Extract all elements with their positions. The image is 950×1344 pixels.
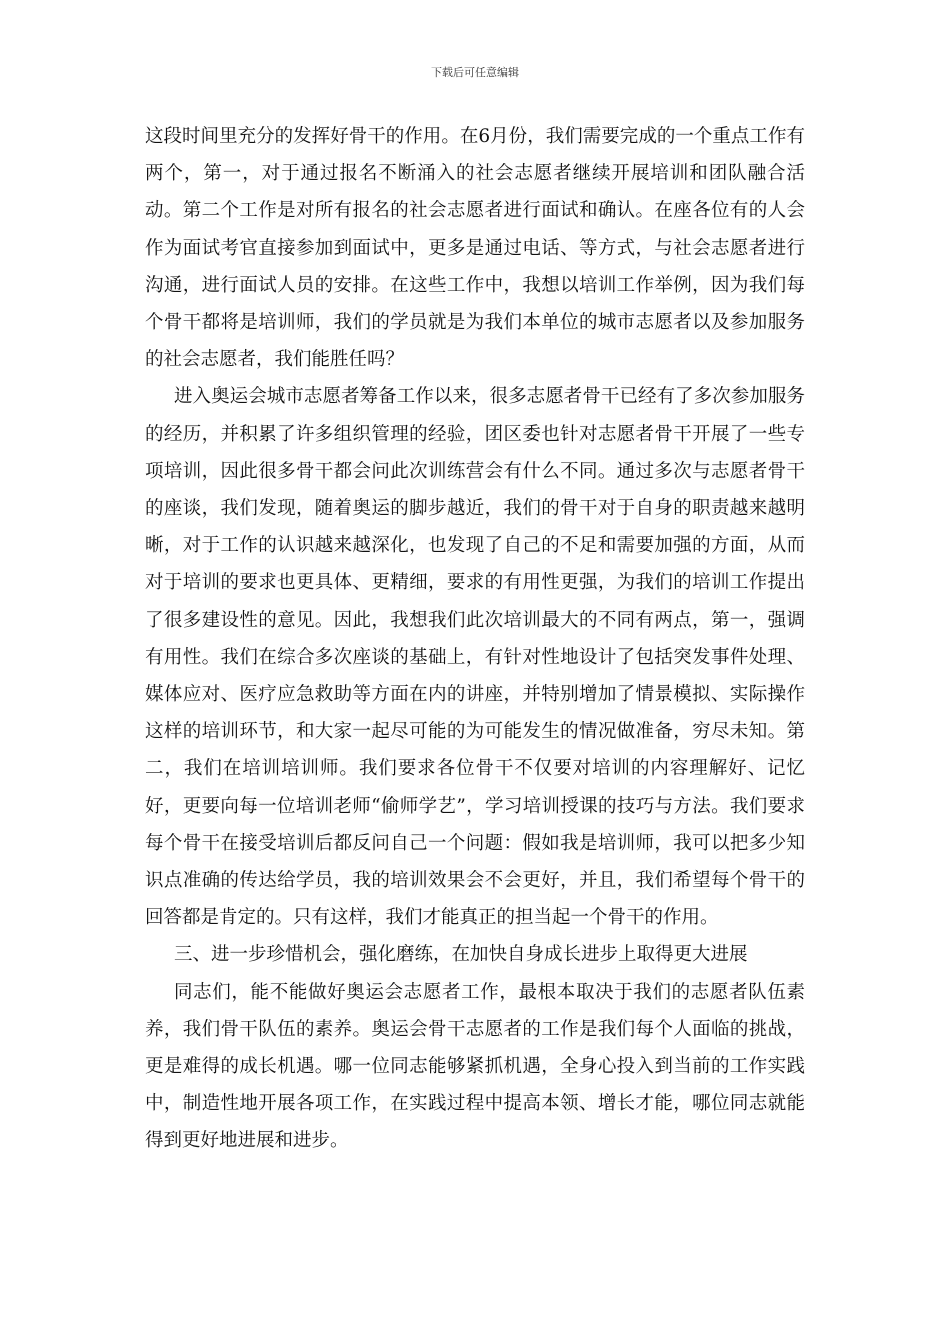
paragraph-3: 同志们，能不能做好奥运会志愿者工作，最根本取决于我们的志愿者队伍素养，我们骨干队伍的素养。奥运会骨干志愿者的工作是我们每个人面临的挑战，更是难得的成长机遇。哪一位同志能够紧抓机遇，全身心投入到当前的工作实践中，制造性地开展各项工作，在实践过程中提高本领、增长才能，哪位同志就能得到更好地进展和进步。 xyxy=(145,981,805,1152)
document-body xyxy=(145,118,805,1160)
section-heading: 三、进一步珍惜机会，强化磨练，在加快自身成长进步上取得更大进展 xyxy=(174,944,748,966)
paragraph-1: 这段时间里充分的发挥好骨干的作用。在6月份，我们需要完成的一个重点工作有两个，第一，对于通过报名不断涌入的社会志愿者继续开展培训和团队融合活动。第二个工作是对所有报名的社会志愿者进行面试和确认。在座各位有的人会作为面试考官直接参加到面试中，更多是通过电话、等方式，与社会志愿者进行沟通，进行面试人员的安排。在这些工作中，我想以培训工作举例，因为我们每个骨干都将是培训师，我们的学员就是为我们本单位的城市志愿者以及参加服务的社会志愿者，我们能胜任吗？ xyxy=(145,126,805,371)
page-header: 下载后可任意编辑 xyxy=(431,66,519,79)
paragraph-2: 进入奥运会城市志愿者筹备工作以来，很多志愿者骨干已经有了多次参加服务的经历，并积累了许多组织管理的经验，团区委也针对志愿者骨干开展了一些专项培训，因此很多骨干都会问此次训练营会有什么不同。通过多次与志愿者骨干的座谈，我们发现，随着奥运的脚步越近，我们的骨干对于自身的职责越来越明晰，对于工作的认识越来越深化，也发现了自己的不足和需要加强的方面，从而对于培训的要求也更具体、更精细，要求的有用性更强，为我们的培训工作提出了很多建设性的意见。因此，我想我们此次培训最大的不同有两点，第一，强调有用性。我们在综合多次座谈的基础上，有针对性地设计了包括突发事件处理、媒体应对、医疗应急救助等方面在内的讲座，并特别增加了情景模拟、实际操作这样的培训环节，和大家一起尽可能的为可能发生的情况做准备，穷尽未知。第二，我们在培训培训师。我们要求各位骨干不仅要对培训的内容理解好、记忆好，更要向每一位培训老师“偷师学艺”，学习培训授课的技巧与方法。我们要求每个骨干在接受培训后都反问自己一个问题：假如我是培训师，我可以把多少知识点准确的传达给学员，我的培训效果会不会更好，并且，我们希望每个骨干的回答都是肯定的。只有这样，我们才能真正的担当起一个骨干的作用。 xyxy=(145,386,805,929)
